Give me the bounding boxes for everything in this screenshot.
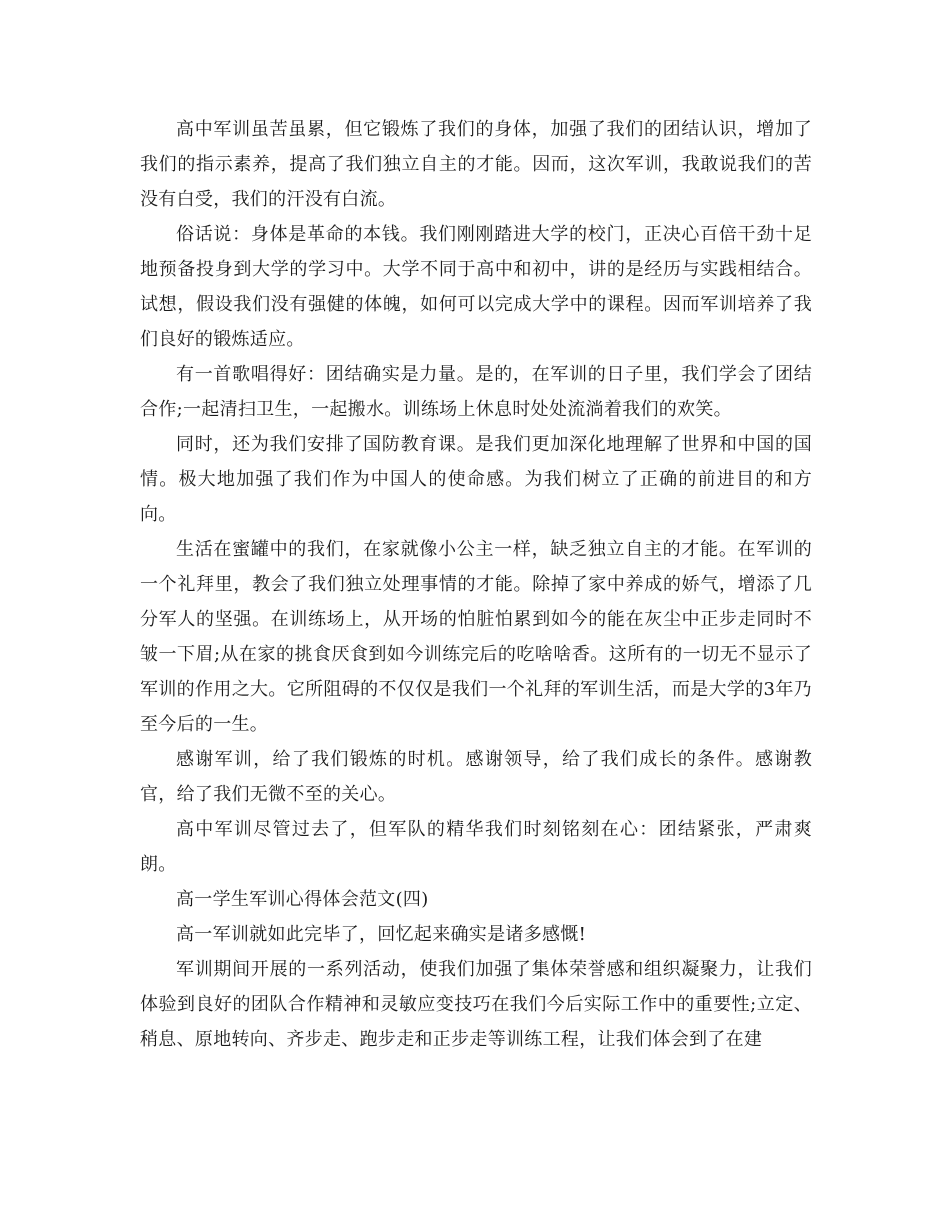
paragraph-9: 军训期间开展的一系列活动，使我们加强了集体荣誉感和组织凝聚力，让我们体验到良好的团队合作精神和灵敏应变技巧在我们今后实际工作中的重要性;立定、稍息、原地转向、齐步走、跑步走和正步走等训练工程，让我们体会到了在建 [140,959,812,1050]
paragraph-6: 感谢军训，给了我们锻炼的时机。感谢领导，给了我们成长的条件。感谢教官，给了我们无微不至的关心。 [140,749,812,805]
paragraph-8: 高一军训就如此完毕了，回忆起来确实是诸多感慨! [176,924,587,945]
paragraph-1: 高中军训虽苦虽累，但它锻炼了我们的身体，加强了我们的团结认识，增加了我们的指示素养，提高了我们独立自主的才能。因而，这次军训，我敢说我们的苦没有白受，我们的汗没有白流。 [140,119,812,210]
section-heading: 高一学生军训心得体会范文(四) [176,889,429,910]
paragraph-3: 有一首歌唱得好：团结确实是力量。是的，在军训的日子里，我们学会了团结合作;一起清扫卫生，一起搬水。训练场上休息时处处流淌着我们的欢笑。 [140,364,812,420]
paragraph-5: 生活在蜜罐中的我们，在家就像小公主一样，缺乏独立自主的才能。在军训的一个礼拜里，教会了我们独立处理事情的才能。除掉了家中养成的娇气，增添了几分军人的坚强。在训练场上，从开场的怕脏怕累到如今的能在灰尘中正步走同时不皱一下眉;从在家的挑食厌食到如今训练完后的吃啥啥香。这所有的一切无不显示了军训的作用之大。它所阻碍的不仅仅是我们一个礼拜的军训生活，而是大学的3年乃至今后的一生。 [140,539,812,735]
paragraph-7: 高中军训尽管过去了，但军队的精华我们时刻铭刻在心：团结紧张，严肃爽朗。 [140,819,812,875]
paragraph-4: 同时，还为我们安排了国防教育课。是我们更加深化地理解了世界和中国的国情。极大地加强了我们作为中国人的使命感。为我们树立了正确的前进目的和方向。 [140,434,812,525]
paragraph-2: 俗话说：身体是革命的本钱。我们刚刚踏进大学的校门，正决心百倍干劲十足地预备投身到大学的学习中。大学不同于高中和初中，讲的是经历与实践相结合。试想，假设我们没有强健的体魄，如何可以完成大学中的课程。因而军训培养了我们良好的锻炼适应。 [140,224,812,350]
document-body [140,112,812,1057]
